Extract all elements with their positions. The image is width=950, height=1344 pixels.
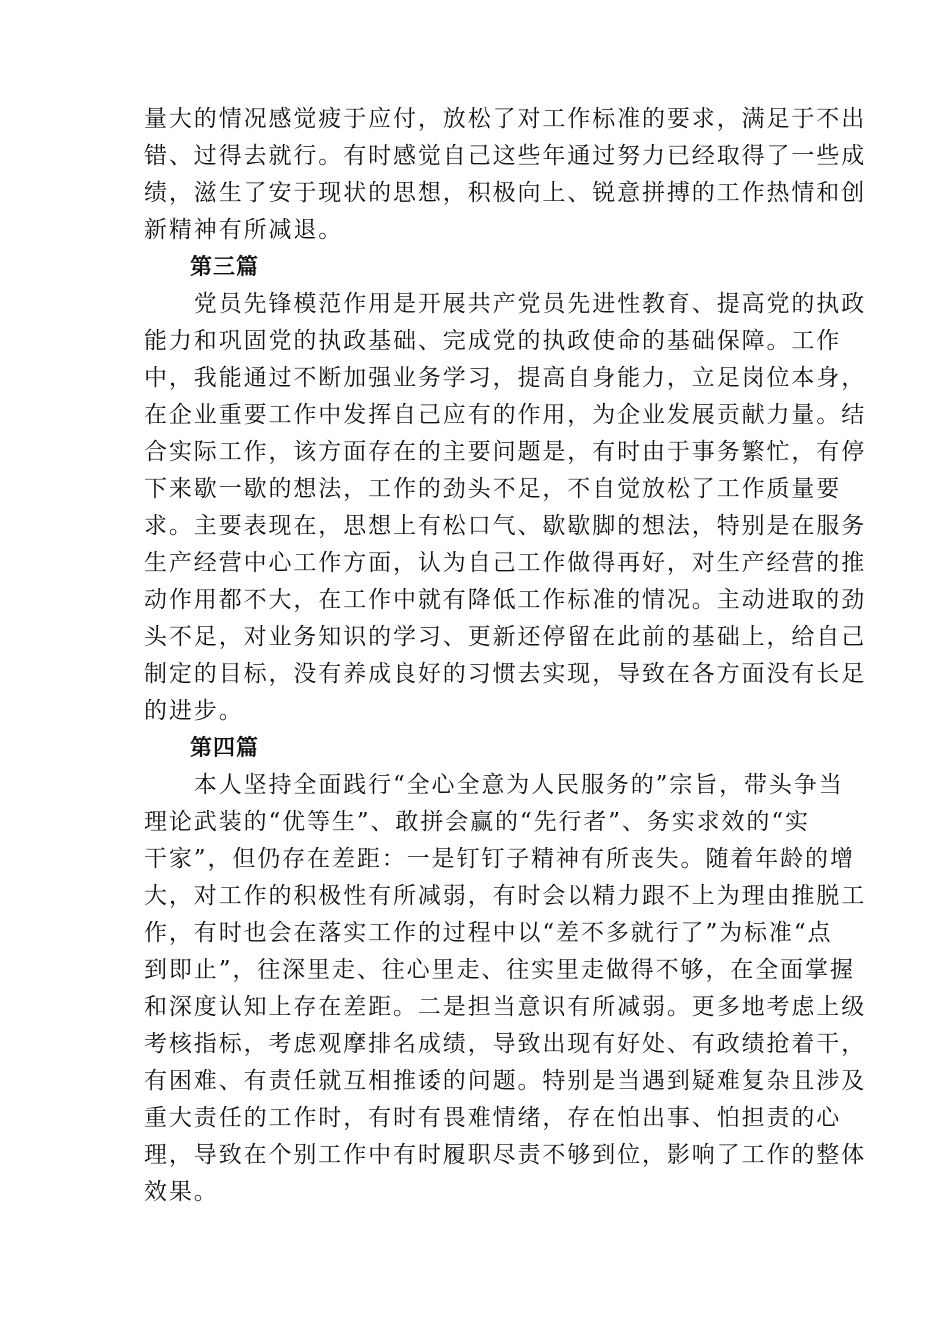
paragraph-line: 动作用都不大，在工作中就有降低工作标准的情况。主动进取的劲 <box>144 587 867 613</box>
paragraph-line: 新精神有所减退。 <box>144 217 344 243</box>
paragraph-line: 作，有时也会在落实工作的过程中以“差不多就行了”为标准“点 <box>144 920 833 946</box>
paragraph-line: 生产经营中心工作方面，认为自己工作做得再好，对生产经营的推 <box>144 550 867 576</box>
paragraph-line: 制定的目标，没有养成良好的习惯去实现，导致在各方面没有长足 <box>144 661 867 687</box>
section-3-paragraph <box>144 286 867 730</box>
paragraph-line: 本人坚持全面践行“全心全意为人民服务的”宗旨，带头争当 <box>144 772 844 798</box>
paragraph-line: 合实际工作，该方面存在的主要问题是，有时由于事务繁忙，有停 <box>144 439 867 465</box>
paragraph-line: 求。主要表现在，思想上有松口气、歇歇脚的想法，特别是在服务 <box>144 513 867 539</box>
paragraph-line: 理，导致在个别工作中有时履职尽责不够到位，影响了工作的整体 <box>144 1142 867 1168</box>
section-4-heading: 第四篇 <box>190 736 260 761</box>
paragraph-line: 党员先锋模范作用是开展共产党员先进性教育、提高党的执政 <box>144 291 867 317</box>
paragraph-line: 有困难、有责任就互相推诿的问题。特别是当遇到疑难复杂且涉及 <box>144 1068 867 1094</box>
paragraph-line: 在企业重要工作中发挥自己应有的作用，为企业发展贡献力量。结 <box>144 402 867 428</box>
paragraph-line: 和深度认知上存在差距。二是担当意识有所减弱。更多地考虑上级 <box>144 994 867 1020</box>
paragraph-line: 考核指标，考虑观摩排名成绩，导致出现有好处、有政绩抢着干， <box>144 1031 867 1057</box>
paragraph-line: 绩，滋生了安于现状的思想，积极向上、锐意拼搏的工作热情和创 <box>144 180 867 206</box>
paragraph-line: 中，我能通过不断加强业务学习，提高自身能力，立足岗位本身， <box>144 365 867 391</box>
paragraph-line: 的进步。 <box>144 698 244 724</box>
paragraph-line: 量大的情况感觉疲于应付，放松了对工作标准的要求，满足于不出 <box>144 106 867 132</box>
paragraph-line: 到即止”，往深里走、往心里走、往实里走做得不够，在全面掌握 <box>144 957 855 983</box>
paragraph-line: 错、过得去就行。有时感觉自己这些年通过努力已经取得了一些成 <box>144 143 867 169</box>
paragraph-line: 大，对工作的积极性有所减弱，有时会以精力跟不上为理由推脱工 <box>144 883 867 909</box>
paragraph-line: 重大责任的工作时，有时有畏难情绪，存在怕出事、怕担责的心 <box>144 1105 842 1131</box>
paragraph-line: 下来歇一歇的想法，工作的劲头不足，不自觉放松了工作质量要 <box>144 476 842 502</box>
paragraph-line: 效果。 <box>144 1179 219 1205</box>
section-3-heading: 第三篇 <box>190 255 260 280</box>
paragraph-line: 头不足，对业务知识的学习、更新还停留在此前的基础上，给自己 <box>144 624 867 650</box>
paragraph-line: 理论武装的“优等生”、敢拼会赢的“先行者”、务实求效的“实 <box>144 809 810 835</box>
section-4-paragraph <box>144 767 867 1211</box>
paragraph-line: 干家”，但仍存在差距：一是钉钉子精神有所丧失。随着年龄的增 <box>144 846 855 872</box>
paragraph-line: 能力和巩固党的执政基础、完成党的执政使命的基础保障。工作 <box>144 328 842 354</box>
intro-paragraph <box>144 101 867 249</box>
document-body <box>144 101 867 1211</box>
